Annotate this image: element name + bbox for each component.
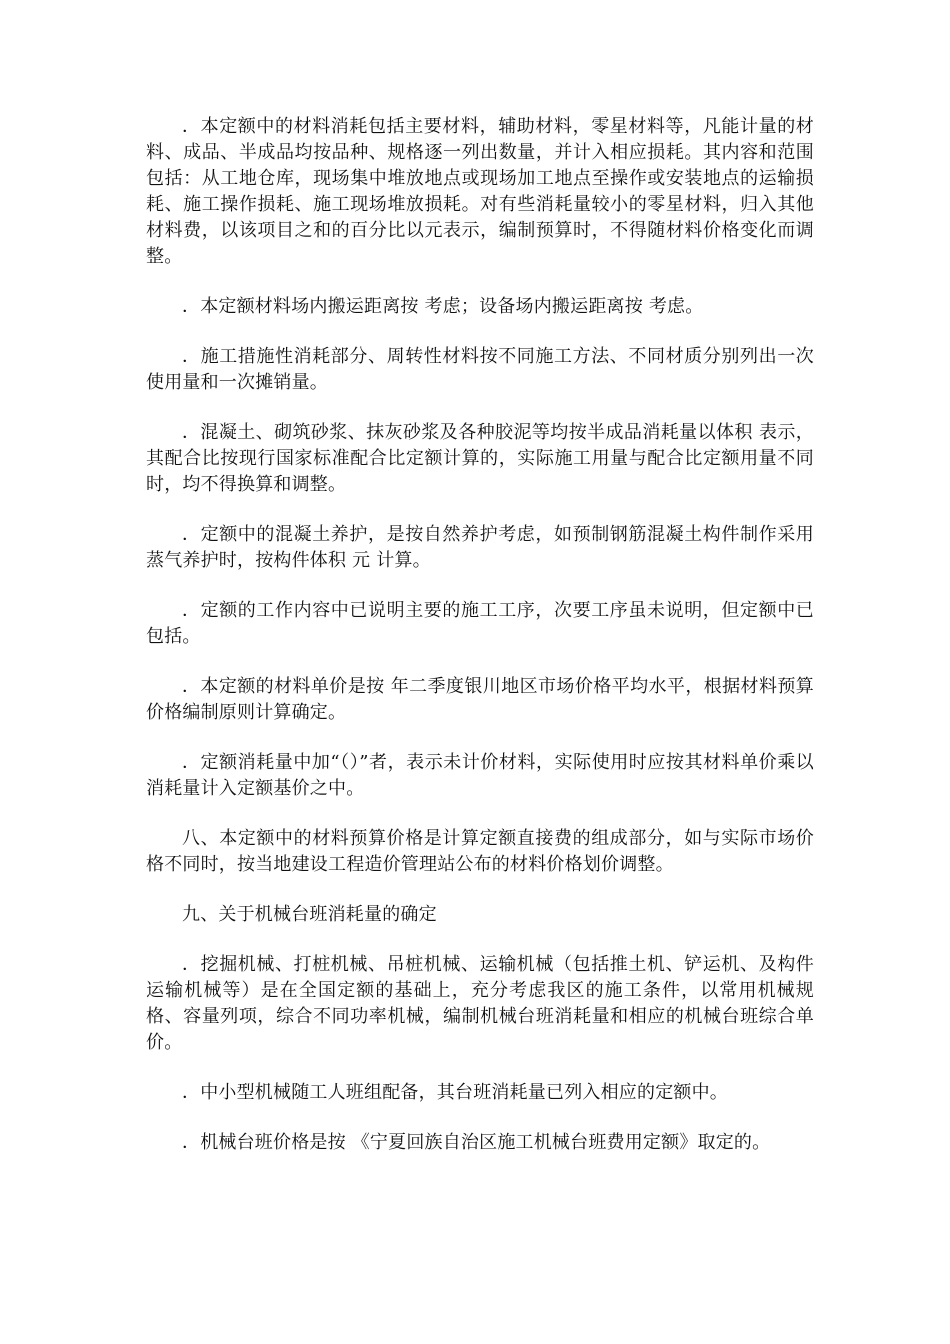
paragraph-material-unit-price: ．本定额的材料单价是按 年二季度银川地区市场价格平均水平，根据材料预算价格编制原则计算确定。 (146, 676, 814, 723)
paragraph-machine-shift-price: ．机械台班价格是按 《宁夏回族自治区施工机械台班费用定额》取定的。 (182, 1132, 771, 1153)
paragraph-large-machinery: ．挖掘机械、打桩机械、吊桩机械、运输机械（包括推土机、铲运机、及构件运输机械等）是在全国定额的基础上，充分考虑我区的施工条件，以常用机械规格、容量列项，综合不同功率机械，编制机械台班消耗量和相应的机械台班综合单价。 (146, 954, 814, 1053)
paragraph-small-machinery: ．中小型机械随工人班组配备，其台班消耗量已列入相应的定额中。 (182, 1082, 728, 1103)
paragraph-transport-distance: ．本定额材料场内搬运距离按 考虑；设备场内搬运距离按 考虑。 (182, 296, 704, 317)
paragraph-concrete-curing: ．定额中的混凝土养护，是按自然养护考虑，如预制钢筋混凝土构件制作采用蒸气养护时，按构件体积 元 计算。 (146, 524, 814, 571)
paragraph-section-eight: 八、本定额中的材料预算价格是计算定额直接费的组成部分，如与实际市场价格不同时，按当地建设工程造价管理站公布的材料价格划价调整。 (146, 828, 814, 875)
paragraph-unpriced-material: ．定额消耗量中加“（）”者，表示未计价材料，实际使用时应按其材料单价乘以消耗量计入定额基价之中。 (146, 752, 814, 799)
document-page (146, 114, 814, 1180)
paragraph-work-content: ．定额的工作内容中已说明主要的施工工序，次要工序虽未说明，但定额中已包括。 (146, 600, 814, 647)
paragraph-measure-consumption: ．施工措施性消耗部分、周转性材料按不同施工方法、不同材质分别列出一次使用量和一次摊销量。 (146, 346, 814, 393)
paragraph-concrete-mortar: ．混凝土、砌筑砂浆、抹灰砂浆及各种胶泥等均按半成品消耗量以体积 表示，其配合比按现行国家标准配合比定额计算的，实际施工用量与配合比定额用量不同时，均不得换算和调整。 (146, 422, 814, 495)
paragraph-material-consumption: ．本定额中的材料消耗包括主要材料，辅助材料，零星材料等，凡能计量的材料、成品、半成品均按品种、规格逐一列出数量，并计入相应损耗。其内容和范围包括：从工地仓库，现场集中堆放地点或现场加工地点至操作或安装地点的运输损耗、施工操作损耗、施工现场堆放损耗。对有些消耗量较小的零星材料，归入其他材料费，以该项目之和的百分比以元表示，编制预算时，不得随材料价格变化而调整。 (146, 116, 814, 267)
heading-section-nine: 九、关于机械台班消耗量的确定 (182, 904, 437, 925)
